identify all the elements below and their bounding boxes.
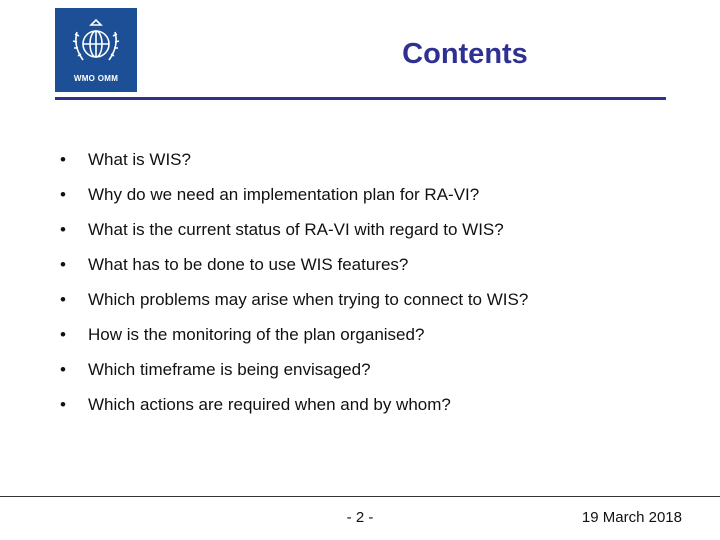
bullet-text: What is WIS? (88, 150, 191, 169)
bullet-text: How is the monitoring of the plan organised? (88, 325, 425, 344)
bullet-item (60, 290, 528, 325)
footer-date: 19 March 2018 (581, 509, 682, 526)
bullet-icon: • (60, 325, 66, 344)
bullet-text: Which actions are required when and by whom? (88, 395, 451, 414)
bullet-icon: • (60, 255, 66, 274)
logo-text: WMO OMM (73, 74, 119, 83)
bullet-item (60, 150, 528, 185)
bullet-icon: • (60, 150, 66, 169)
title-divider (55, 97, 666, 100)
bullet-icon: • (60, 395, 66, 414)
bullet-item (60, 325, 528, 360)
bullet-item (60, 220, 528, 255)
bullet-icon: • (60, 185, 66, 204)
bullet-icon: • (60, 360, 66, 379)
footer-divider (0, 496, 720, 497)
bullet-item (60, 255, 528, 290)
un-emblem-icon (55, 8, 137, 74)
bullet-list (60, 150, 528, 430)
bullet-text: Which problems may arise when trying to connect to WIS? (88, 290, 529, 309)
bullet-text: What is the current status of RA-VI with regard to WIS? (88, 220, 504, 239)
bullet-item (60, 395, 528, 430)
bullet-text: What has to be done to use WIS features? (88, 255, 409, 274)
bullet-item (60, 360, 528, 395)
bullet-item (60, 185, 528, 220)
bullet-text: Which timeframe is being envisaged? (88, 360, 371, 379)
bullet-icon: • (60, 290, 66, 309)
bullet-icon: • (60, 220, 66, 239)
slide-title: Contents (402, 38, 528, 70)
page-number: - 2 - (346, 509, 374, 526)
wmo-logo (55, 8, 137, 92)
bullet-text: Why do we need an implementation plan for RA-VI? (88, 185, 480, 204)
